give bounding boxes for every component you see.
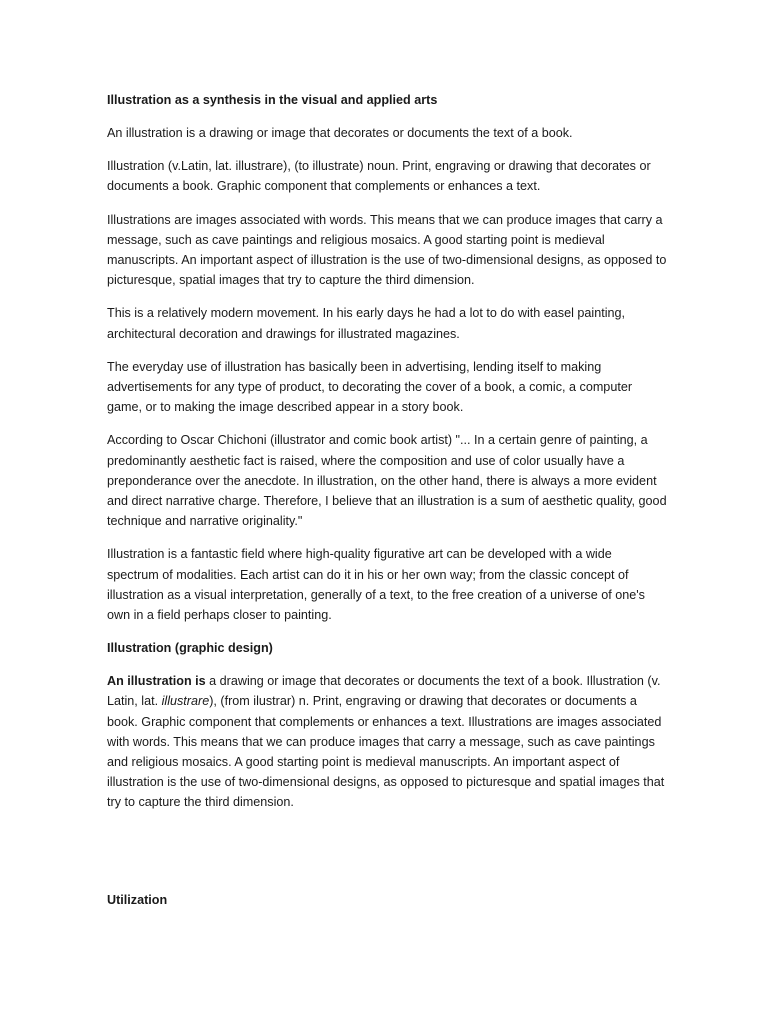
document-body — [107, 90, 667, 923]
paragraph-text-a: a drawing or image that decorates or documents the text of a book. Illustration (v. Latin, lat. — [107, 674, 661, 709]
paragraph-1: An illustration is a drawing or image that decorates or documents the text of a book. — [107, 126, 573, 140]
paragraph-7: Illustration is a fantastic field where high-quality figurative art can be developed with a wide spectrum of modalities. Each artist can do it in his or her own way; from the classic concept of illustration as a visual interpretation, generally of a text, to the free creation of a universe of one's own in a field perhaps closer to painting. — [107, 547, 645, 623]
paragraph-graphic-design — [107, 671, 667, 812]
paragraph-text-b: ), (from ilustrar) n. Print, engraving or drawing that decorates or documents a book. Graphic component that complements or enhances a text. Illustrations are images associated with words. This means that we can produce images that carry a message, such as cave paintings and religious mosaics. A good starting point is medieval manuscripts. An important aspect of illustration is the use of two-dimensional designs, as opposed to picturesque and spatial images that try to capture the third dimension. — [107, 694, 665, 810]
document-title: Illustration as a synthesis in the visual and applied arts — [107, 93, 438, 107]
section-heading-utilization: Utilization — [107, 892, 168, 907]
paragraph-5: The everyday use of illustration has basically been in advertising, lending itself to making advertisements for any type of product, to decorating the cover of a book, a comic, a computer game, or to making the image described appear in a story book. — [107, 359, 633, 415]
italic-term: illustrare — [161, 694, 210, 709]
lead-term: An illustration is — [107, 674, 206, 689]
paragraph-3: Illustrations are images associated with words. This means that we can produce images that carry a message, such as cave paintings and religious mosaics. A good starting point is medieval manuscripts. An important aspect of illustration is the use of two-dimensional designs, as opposed to picturesque, spatial images that try to capture the third dimension. — [107, 212, 667, 288]
section-heading-graphic-design: Illustration (graphic design) — [107, 641, 273, 656]
paragraph-4: This is a relatively modern movement. In his early days he had a lot to do with easel painting, architectural decoration and drawings for illustrated magazines. — [107, 306, 626, 341]
paragraph-6: According to Oscar Chichoni (illustrator and comic book artist) "... In a certain genre of painting, a predominantly aesthetic fact is raised, where the composition and use of color usually have a preponderance over the anecdote. In illustration, on the other hand, there is always a more evident and direct narrative charge. Therefore, I believe that an illustration is a sum of aesthetic quality, good technique and narrative originality." — [107, 433, 667, 529]
paragraph-2: Illustration (v.Latin, lat. illustrare), (to illustrate) noun. Print, engraving or drawing that decorates or documents a book. Graphic component that complements or enhances a text. — [107, 159, 651, 194]
blank-space — [107, 826, 667, 890]
